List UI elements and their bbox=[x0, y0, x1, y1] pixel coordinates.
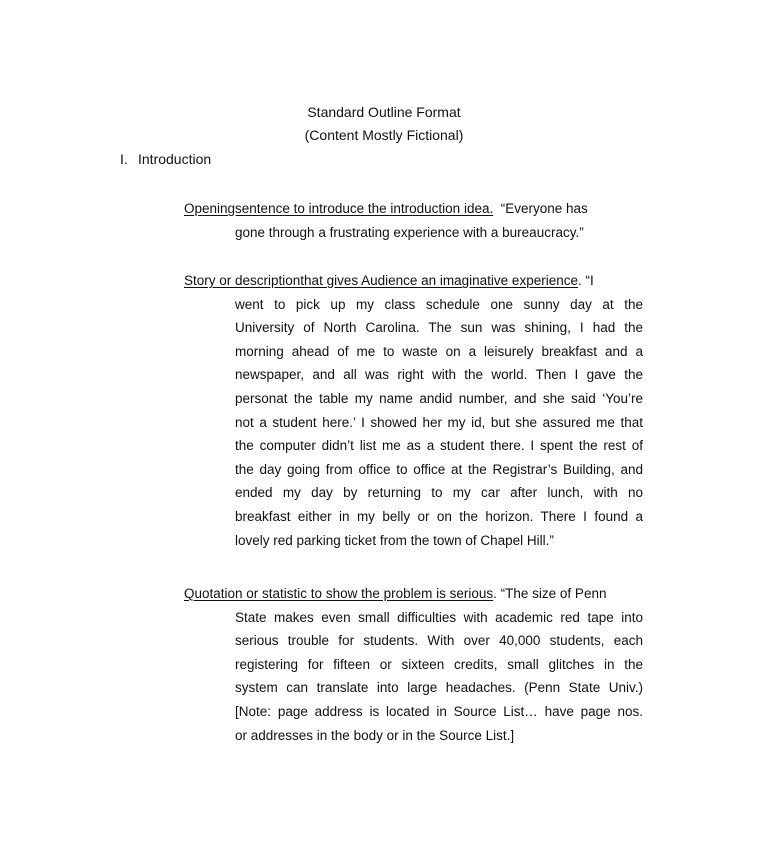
item-line: State makes even small difficulties with academic red tape into bbox=[235, 609, 643, 625]
document-title: Standard Outline Format bbox=[307, 104, 461, 120]
item-line: lovely red parking ticket from the town of Chapel Hill.” bbox=[235, 532, 554, 548]
item-line: University of North Carolina. The sun was shining, I had the bbox=[235, 320, 643, 336]
item-first-line bbox=[184, 269, 644, 293]
item-label: Openingsentence to introduce the introduction idea. bbox=[184, 201, 494, 216]
item-line: ended my day by returning to my car after lunch, with no bbox=[235, 485, 643, 501]
outline-item-opening bbox=[184, 197, 644, 244]
item-line: serious trouble for students. With over 40,000 students, each bbox=[235, 633, 643, 649]
item-line: gone through a frustrating experience with a bureaucracy.” bbox=[235, 224, 584, 240]
outline-item-story bbox=[184, 269, 644, 552]
item-line: the day going from office to office at the Registrar’s Building, and bbox=[235, 461, 643, 477]
item-label: Story or descriptionthat gives Audience an imaginative experience bbox=[184, 273, 578, 288]
item-line: system can translate into large headaches. (Penn State Univ.) bbox=[235, 680, 643, 696]
section-heading bbox=[120, 147, 211, 171]
item-lead-text: . “The size of Penn bbox=[493, 586, 607, 601]
item-first-line bbox=[184, 197, 644, 221]
document-subtitle: (Content Mostly Fictional) bbox=[304, 127, 464, 143]
item-line: morning ahead of me to waste on a leisurely breakfast and a bbox=[235, 343, 643, 359]
item-lead-text: . “I bbox=[577, 273, 594, 288]
item-label: Quotation or statistic to show the problem is serious bbox=[184, 586, 494, 601]
item-lead-text: “Everyone has bbox=[500, 201, 588, 216]
item-line: registering for fifteen or sixteen credits, small glitches in the bbox=[235, 656, 643, 672]
item-line: breakfast either in my belly or on the horizon. There I found a bbox=[235, 508, 643, 524]
item-line: newspaper, and all was right with the world. Then I gave the bbox=[235, 367, 643, 383]
item-line: personat the table my name andid number, and she said ‘You’re bbox=[235, 390, 643, 406]
item-line: not a student here.’ I showed her my id, but she assured me that bbox=[235, 414, 643, 430]
item-line: or addresses in the body or in the Source List.] bbox=[235, 727, 515, 743]
section-label: Introduction bbox=[138, 151, 212, 167]
item-line: [Note: page address is located in Source List… have page nos. bbox=[235, 703, 643, 719]
outline-item-quotation bbox=[184, 582, 644, 747]
item-line: went to pick up my class schedule one sunny day at the bbox=[235, 296, 643, 312]
item-first-line bbox=[184, 582, 644, 606]
section-number: I. bbox=[120, 151, 128, 167]
item-line: the computer didn’t list me as a student there. I spent the rest of bbox=[235, 438, 643, 454]
